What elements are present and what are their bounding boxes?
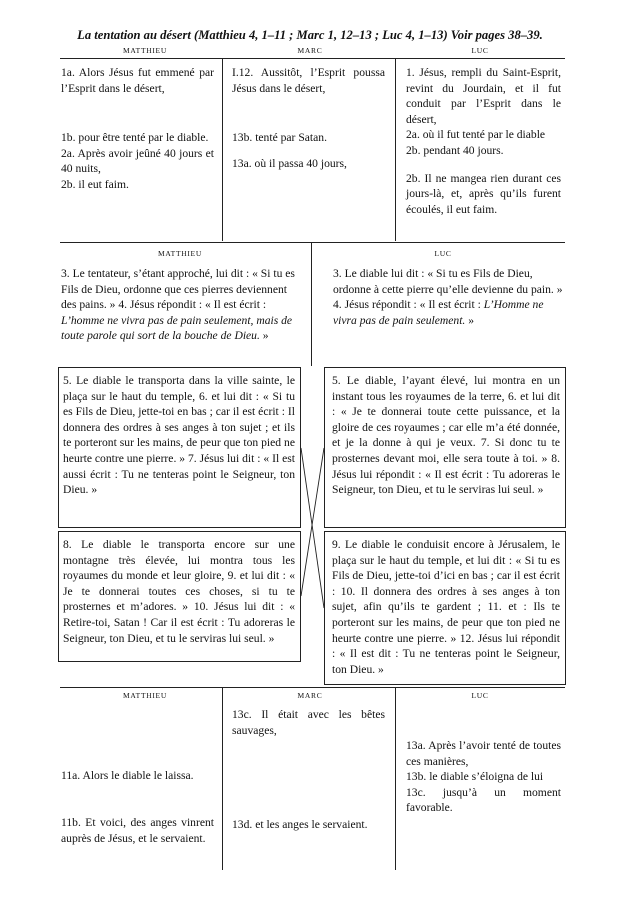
bottom-luc-p2: 13b. le diable s’éloigna de lui [406,770,544,784]
top-marc-p2: 13b. tenté par Satan. [232,131,327,145]
bottom-luc-column [406,738,561,816]
header-luc-top: LUC [471,46,489,55]
top-marc-p3: 13a. où il passa 40 jours, [232,156,347,170]
matthieu-v5-text: 5. Le diable le transporta dans la ville sainte, le plaça sur le haut du temple, 6. et lui dit : « Si tu es Fils de Dieu, jette-toi en bas ; car il est écrit : Il donnera des ordres à ses anges à ton sujet ; et ils te porteront sur les mains, de peur que ton pied ne heurte contre une pierre. » 7. Jésus lui dit : « Il est aussi écrit : Tu ne tenteras point le Seigneur, ton Dieu. » [63,374,295,497]
header-matthieu-top: MATTHIEU [123,46,167,55]
matthieu-v4-close: » [259,329,269,343]
top-matthieu-p2: 1b. pour être tenté par le diable. [61,131,209,145]
luc-v4-quote: L’Homme ne vivra pas de pain seulement. [333,298,544,327]
header-luc-bottom: LUC [471,691,489,700]
top-luc-p3: 2b. pendant 40 jours. [406,143,504,157]
luc-v3-text: 3. Le diable lui dit : « Si tu es Fils de Dieu, ordonne à cette pierre qu’elle devienne du pain. » 4. Jésus répondit : « Il est écrit : [333,267,563,312]
bottom-rule [60,687,565,688]
header-luc-middle: LUC [434,249,452,258]
bottom-matthieu-p2: 11b. Et voici, des anges vinrent auprès de Jésus, et le servaient. [61,816,214,845]
top-luc-p4: 2b. Il ne mangea rien durant ces jours-là, et, après qu’ils furent écoulés, il eut faim. [406,171,561,216]
luc-v5-text: 5. Le diable, l’ayant élevé, lui montra en un instant tous les royaumes de la terre, 6. et lui dit : « Je te donnerai toute cette puissance, et la gloire de ces royaumes ; car elle m’a été donnée, et je la donne à qui je veux. 7. Si donc tu te prosternes devant moi, elle sera toute à toi. » 8. Jésus lui répondit : « Il est écrit : Tu adoreras le Seigneur, ton Dieu, et tu le serviras lui seul. » [332,374,560,497]
header-matthieu-middle: MATTHIEU [158,249,202,258]
matthieu-v3-text: 3. Le tentateur, s’étant approché, lui dit : « Si tu es Fils de Dieu, ordonne que ces pierres deviennent des pains. » 4. Jésus répondit : « Il est écrit : [61,267,295,312]
top-matthieu-p3: 2a. Après avoir jeûné 40 jours et 40 nuits, [61,146,214,176]
bottom-marc-p2: 13d. et les anges le servaient. [232,818,368,831]
bottom-luc-p3: 13c. jusqu’à un moment favorable. [406,785,561,815]
luc-v9-text: 9. Le diable le conduisit encore à Jérusalem, le plaça sur le haut du temple, et lui dit : « Si tu es Fils de Dieu, jette-toi d’ici en bas ; car il est écrit : 10. Il donnera des ordres à ses anges à ton sujet, afin qu’ils te gardent ; 11. et : Ils te porteront sur les mains, de peur que ton pied ne heurte contre une pierre. » 12. Jésus lui répondit : « Il est dit : Tu ne tenteras point le Seigneur, ton Dieu. » [332,538,560,676]
bottom-luc-p1: 13a. Après l’avoir tenté de toutes ces manières, [406,739,561,768]
luc-v4-close: » [465,313,475,327]
bottom-divider-1 [222,687,223,870]
header-marc-bottom: MARC [297,691,323,700]
matthieu-v8-text: 8. Le diable le transporta encore sur une montagne très élevée, lui montra tous les royaumes du monde et leur gloire, 9. et lui dit : « Je te donnerai toutes ces choses, si tu te prosternes et m’adores. » 10. Jésus lui dit : « Retire-toi, Satan ! Car il est écrit : Tu adoreras le Seigneur, ton Dieu, et tu le serviras lui seul. » [63,538,295,645]
top-matthieu-p4: 2b. il eut faim. [61,177,129,191]
top-matthieu-p1: 1a. Alors Jésus fut emmené par l’Esprit dans le désert, [61,66,214,95]
header-matthieu-bottom: MATTHIEU [123,691,167,700]
page-title: La tentation au désert (Matthieu 4, 1–11 ; Marc 1, 12–13 ; Luc 4, 1–13) Voir pages 38–39. [77,28,543,42]
matthieu-v4-quote: L’homme ne vivra pas de pain seulement, mais de toute parole qui sort de la bouche de Dieu. [61,313,293,343]
bottom-divider-2 [395,687,396,870]
header-marc-top: MARC [297,46,323,55]
bottom-matthieu-p1: 11a. Alors le diable le laissa. [61,769,194,782]
top-luc-p2: 2a. où il fut tenté par le diable [406,128,546,142]
top-luc-p1: 1. Jésus, rempli du Saint-Esprit, revint du Jourdain, et il fut conduit par l’Esprit dans le désert, [406,66,561,126]
bottom-marc-p1: 13c. Il était avec les bêtes sauvages, [232,708,385,737]
top-marc-p1: I.12. Aussitôt, l’Esprit poussa Jésus dans le désert, [232,66,385,95]
